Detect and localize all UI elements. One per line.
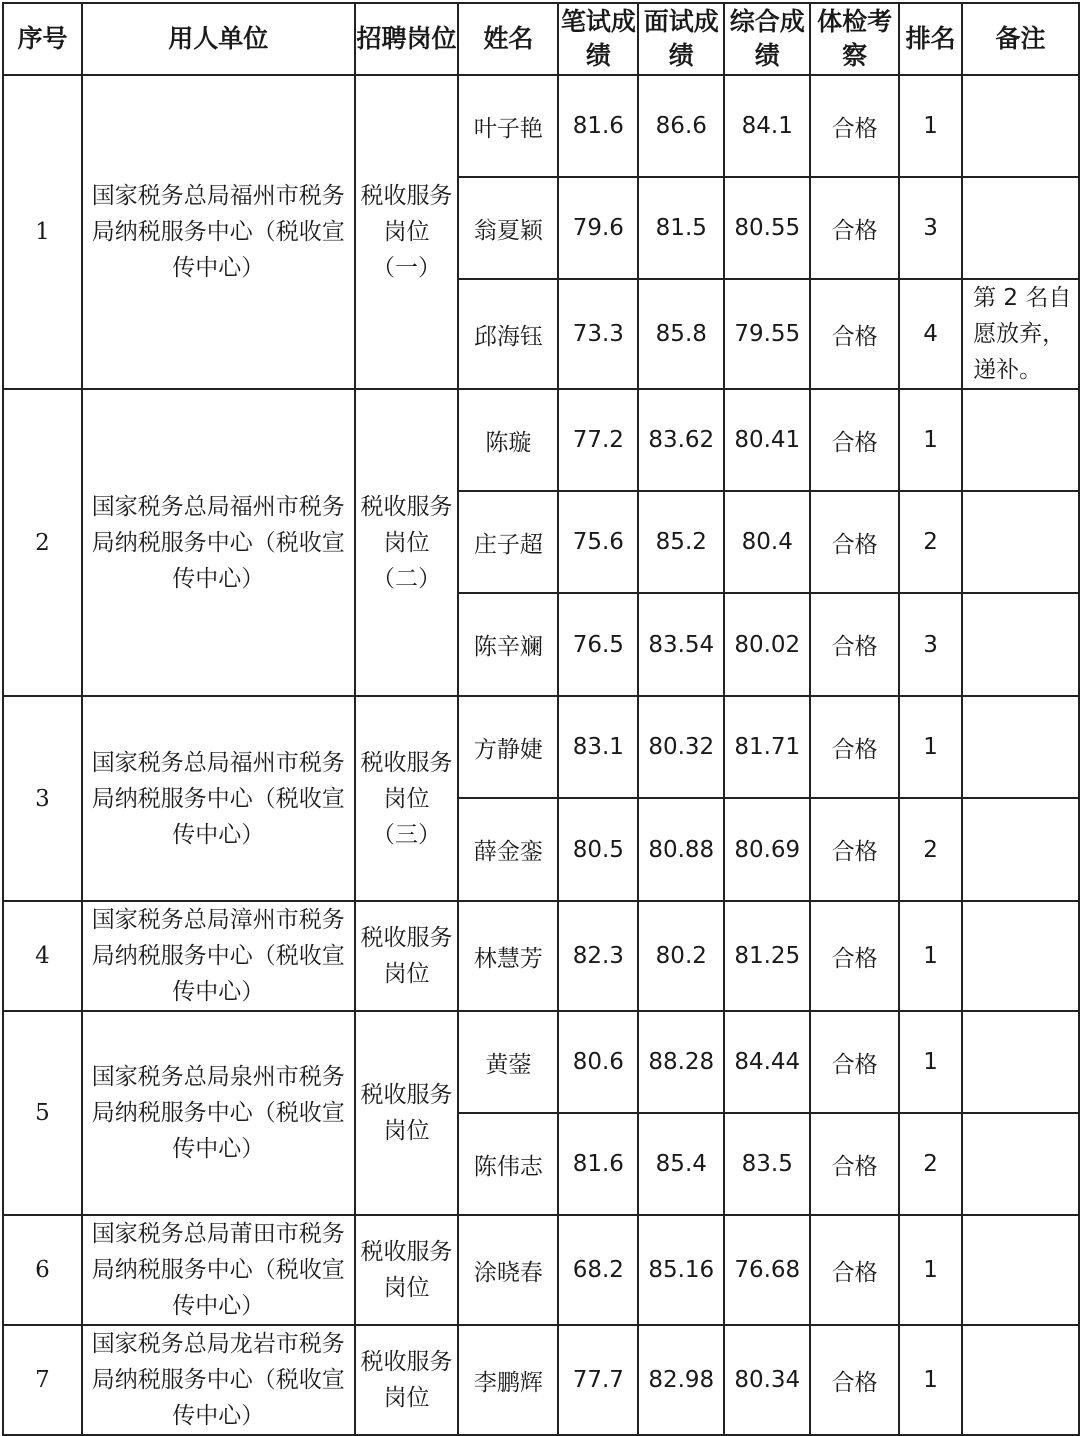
header-written-score: 笔试成绩 <box>558 3 638 75</box>
overall-score: 79.55 <box>724 279 810 389</box>
table-row <box>3 75 1079 177</box>
written-score: 82.3 <box>558 901 638 1011</box>
overall-score: 83.5 <box>724 1113 810 1215</box>
written-score: 76.5 <box>558 593 638 696</box>
interview-score: 85.2 <box>638 491 724 593</box>
written-score: 83.1 <box>558 696 638 798</box>
employer-unit: 国家税务总局福州市税务局纳税服务中心（税收宣传中心） <box>82 696 355 901</box>
note <box>962 1011 1079 1113</box>
rank: 1 <box>899 1215 962 1325</box>
recruit-position: 税收服务岗位（二） <box>355 389 459 696</box>
note <box>962 798 1079 901</box>
interview-score: 85.4 <box>638 1113 724 1215</box>
note <box>962 491 1079 593</box>
rank: 2 <box>899 1113 962 1215</box>
employer-unit: 国家税务总局福州市税务局纳税服务中心（税收宣传中心） <box>82 389 355 696</box>
results-table <box>2 2 1080 1436</box>
overall-score: 80.34 <box>724 1325 810 1435</box>
note <box>962 75 1079 177</box>
written-score: 80.6 <box>558 1011 638 1113</box>
note <box>962 1325 1079 1435</box>
medical-exam-result: 合格 <box>810 279 899 389</box>
recruit-position: 税收服务岗位（一） <box>355 75 459 389</box>
note <box>962 593 1079 696</box>
note <box>962 389 1079 491</box>
written-score: 81.6 <box>558 1113 638 1215</box>
table-row <box>3 389 1079 491</box>
overall-score: 84.44 <box>724 1011 810 1113</box>
interview-score: 82.98 <box>638 1325 724 1435</box>
header-overall-score: 综合成绩 <box>724 3 810 75</box>
employer-unit: 国家税务总局龙岩市税务局纳税服务中心（税收宣传中心） <box>82 1325 355 1435</box>
employer-unit: 国家税务总局漳州市税务局纳税服务中心（税收宣传中心） <box>82 901 355 1011</box>
written-score: 75.6 <box>558 491 638 593</box>
note <box>962 901 1079 1011</box>
interview-score: 85.16 <box>638 1215 724 1325</box>
medical-exam-result: 合格 <box>810 1215 899 1325</box>
candidate-name: 陈璇 <box>458 389 558 491</box>
interview-score: 85.8 <box>638 279 724 389</box>
candidate-name: 叶子艳 <box>458 75 558 177</box>
header-unit: 用人单位 <box>82 3 355 75</box>
overall-score: 80.69 <box>724 798 810 901</box>
header-rank: 排名 <box>899 3 962 75</box>
interview-score: 86.6 <box>638 75 724 177</box>
note <box>962 696 1079 798</box>
employer-unit: 国家税务总局泉州市税务局纳税服务中心（税收宣传中心） <box>82 1011 355 1215</box>
recruit-position: 税收服务岗位（三） <box>355 696 459 901</box>
rank: 3 <box>899 177 962 279</box>
medical-exam-result: 合格 <box>810 1113 899 1215</box>
candidate-name: 邱海钰 <box>458 279 558 389</box>
candidate-name: 黄蓥 <box>458 1011 558 1113</box>
group-index: 6 <box>3 1215 82 1325</box>
written-score: 80.5 <box>558 798 638 901</box>
medical-exam-result: 合格 <box>810 1011 899 1113</box>
header-interview-score: 面试成绩 <box>638 3 724 75</box>
candidate-name: 陈伟志 <box>458 1113 558 1215</box>
candidate-name: 薛金銮 <box>458 798 558 901</box>
overall-score: 76.68 <box>724 1215 810 1325</box>
rank: 1 <box>899 389 962 491</box>
recruit-position: 税收服务岗位 <box>355 1011 459 1215</box>
written-score: 68.2 <box>558 1215 638 1325</box>
interview-score: 83.62 <box>638 389 724 491</box>
recruit-position: 税收服务岗位 <box>355 901 459 1011</box>
overall-score: 80.4 <box>724 491 810 593</box>
employer-unit: 国家税务总局莆田市税务局纳税服务中心（税收宣传中心） <box>82 1215 355 1325</box>
interview-score: 81.5 <box>638 177 724 279</box>
candidate-name: 陈辛斓 <box>458 593 558 696</box>
rank: 1 <box>899 901 962 1011</box>
header-medical-exam: 体检考察 <box>810 3 899 75</box>
note <box>962 1113 1079 1215</box>
candidate-name: 涂晓春 <box>458 1215 558 1325</box>
medical-exam-result: 合格 <box>810 1325 899 1435</box>
overall-score: 80.41 <box>724 389 810 491</box>
candidate-name: 翁夏颖 <box>458 177 558 279</box>
medical-exam-result: 合格 <box>810 696 899 798</box>
note <box>962 177 1079 279</box>
table-row <box>3 901 1079 1011</box>
overall-score: 80.02 <box>724 593 810 696</box>
note <box>962 1215 1079 1325</box>
group-index: 7 <box>3 1325 82 1435</box>
candidate-name: 庄子超 <box>458 491 558 593</box>
employer-unit: 国家税务总局福州市税务局纳税服务中心（税收宣传中心） <box>82 75 355 389</box>
medical-exam-result: 合格 <box>810 593 899 696</box>
table-row <box>3 696 1079 798</box>
medical-exam-result: 合格 <box>810 798 899 901</box>
medical-exam-result: 合格 <box>810 177 899 279</box>
overall-score: 80.55 <box>724 177 810 279</box>
interview-score: 80.2 <box>638 901 724 1011</box>
medical-exam-result: 合格 <box>810 901 899 1011</box>
written-score: 77.7 <box>558 1325 638 1435</box>
written-score: 73.3 <box>558 279 638 389</box>
interview-score: 80.32 <box>638 696 724 798</box>
written-score: 79.6 <box>558 177 638 279</box>
rank: 2 <box>899 491 962 593</box>
overall-score: 81.71 <box>724 696 810 798</box>
group-index: 5 <box>3 1011 82 1215</box>
table-row <box>3 1011 1079 1113</box>
rank: 1 <box>899 1011 962 1113</box>
medical-exam-result: 合格 <box>810 491 899 593</box>
group-index: 4 <box>3 901 82 1011</box>
header-name: 姓名 <box>458 3 558 75</box>
overall-score: 84.1 <box>724 75 810 177</box>
rank: 3 <box>899 593 962 696</box>
rank: 2 <box>899 798 962 901</box>
group-index: 2 <box>3 389 82 696</box>
table-body <box>3 75 1079 1435</box>
medical-exam-result: 合格 <box>810 389 899 491</box>
header-index: 序号 <box>3 3 82 75</box>
header-position: 招聘岗位 <box>355 3 459 75</box>
header-row <box>3 3 1079 75</box>
rank: 4 <box>899 279 962 389</box>
rank: 1 <box>899 75 962 177</box>
group-index: 1 <box>3 75 82 389</box>
recruit-position: 税收服务岗位 <box>355 1215 459 1325</box>
interview-score: 88.28 <box>638 1011 724 1113</box>
table-row <box>3 1325 1079 1435</box>
rank: 1 <box>899 1325 962 1435</box>
candidate-name: 方静婕 <box>458 696 558 798</box>
header-note: 备注 <box>962 3 1079 75</box>
written-score: 77.2 <box>558 389 638 491</box>
note: 第 2 名自愿放弃，递补。 <box>962 279 1079 389</box>
group-index: 3 <box>3 696 82 901</box>
recruit-position: 税收服务岗位 <box>355 1325 459 1435</box>
table-row <box>3 1215 1079 1325</box>
medical-exam-result: 合格 <box>810 75 899 177</box>
overall-score: 81.25 <box>724 901 810 1011</box>
interview-score: 83.54 <box>638 593 724 696</box>
candidate-name: 林慧芳 <box>458 901 558 1011</box>
written-score: 81.6 <box>558 75 638 177</box>
rank: 1 <box>899 696 962 798</box>
interview-score: 80.88 <box>638 798 724 901</box>
candidate-name: 李鹏辉 <box>458 1325 558 1435</box>
